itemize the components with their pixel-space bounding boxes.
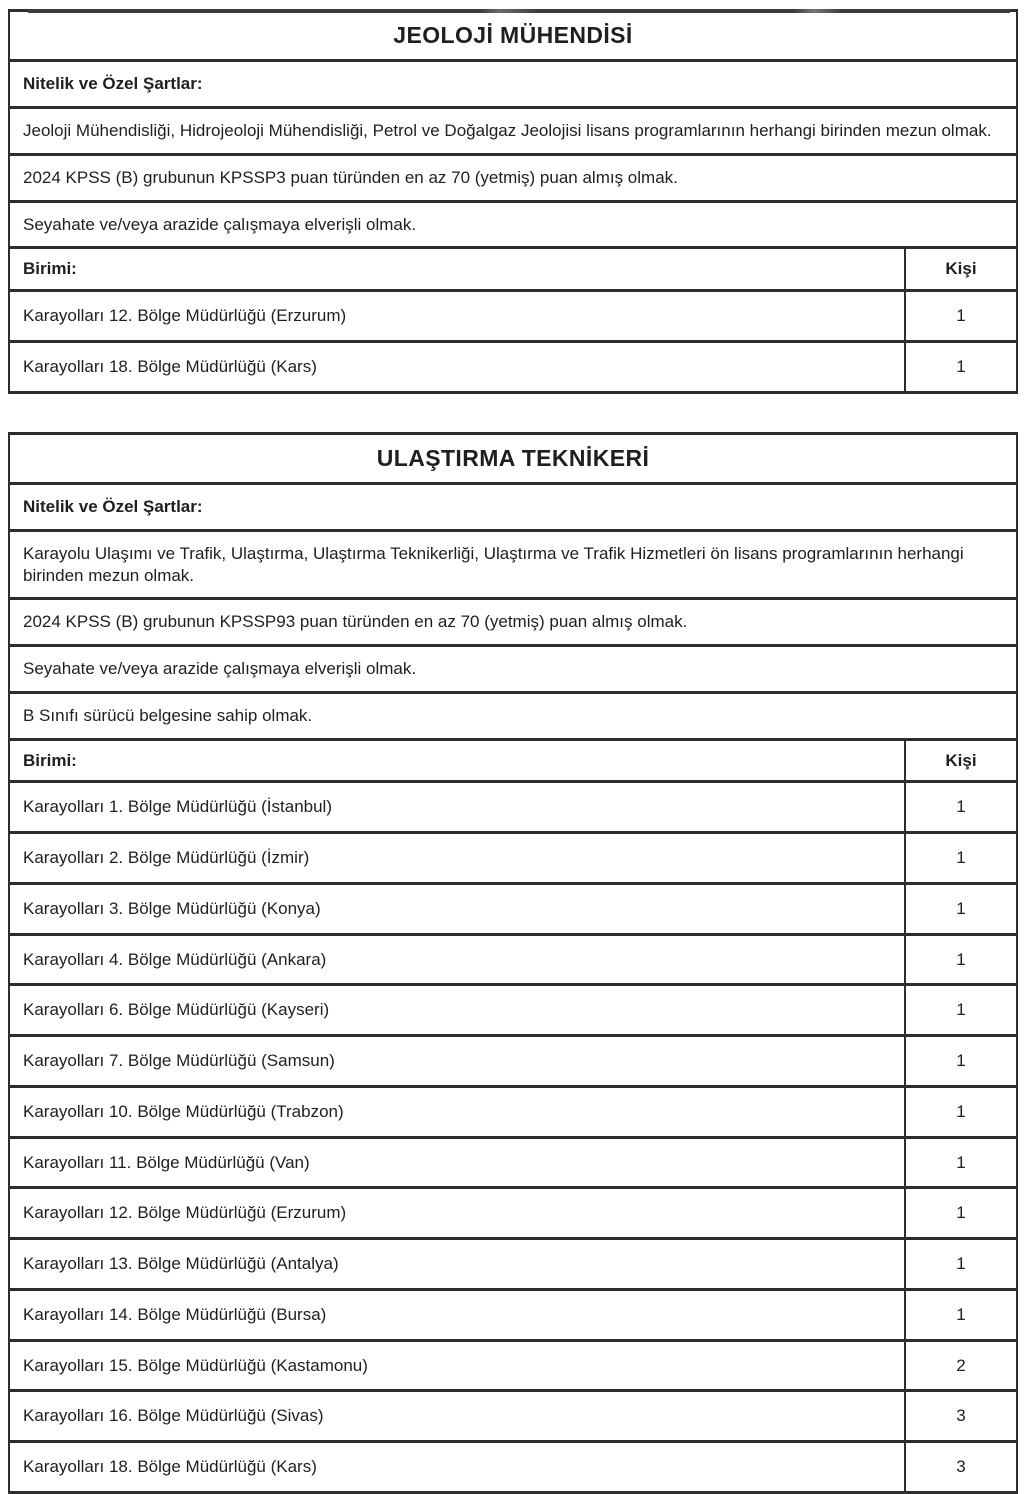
count-column-header: Kişi bbox=[905, 248, 1017, 291]
unit-cell: Karayolları 1. Bölge Müdürlüğü (İstanbul) bbox=[9, 782, 905, 833]
requirements-label: Nitelik ve Özel Şartlar: bbox=[9, 61, 1017, 108]
unit-cell: Karayolları 15. Bölge Müdürlüğü (Kastamonu) bbox=[9, 1340, 905, 1391]
table-row bbox=[9, 1086, 1017, 1137]
requirement-item: B Sınıfı sürücü belgesine sahip olmak. bbox=[9, 692, 1017, 739]
count-cell: 1 bbox=[905, 833, 1017, 884]
requirement-item: Seyahate ve/veya arazide çalışmaya elverişli olmak. bbox=[9, 201, 1017, 248]
unit-cell: Karayolları 11. Bölge Müdürlüğü (Van) bbox=[9, 1137, 905, 1188]
requirement-row bbox=[9, 530, 1017, 599]
section-row bbox=[9, 484, 1017, 531]
requirement-row bbox=[9, 201, 1017, 248]
requirements-label: Nitelik ve Özel Şartlar: bbox=[9, 484, 1017, 531]
unit-cell: Karayolları 12. Bölge Müdürlüğü (Erzurum) bbox=[9, 291, 905, 342]
table-row bbox=[9, 1391, 1017, 1442]
requirement-item: Jeoloji Mühendisliği, Hidrojeoloji Mühendisliği, Petrol ve Doğalgaz Jeolojisi lisans programlarının herhangi birinden mezun olmak. bbox=[9, 108, 1017, 155]
table-row bbox=[9, 934, 1017, 985]
section-row bbox=[9, 61, 1017, 108]
unit-cell: Karayolları 10. Bölge Müdürlüğü (Trabzon) bbox=[9, 1086, 905, 1137]
count-cell: 1 bbox=[905, 985, 1017, 1036]
requirement-item: Seyahate ve/veya arazide çalışmaya elverişli olmak. bbox=[9, 646, 1017, 693]
requirement-row bbox=[9, 154, 1017, 201]
count-column-header: Kişi bbox=[905, 739, 1017, 782]
unit-cell: Karayolları 7. Bölge Müdürlüğü (Samsun) bbox=[9, 1036, 905, 1087]
requirement-item: Karayolu Ulaşımı ve Trafik, Ulaştırma, Ulaştırma Teknikerliği, Ulaştırma ve Trafik Hizmetleri ön lisans programlarının herhangi birinden mezun olmak. bbox=[9, 530, 1017, 599]
table-row bbox=[9, 1442, 1017, 1493]
job-title: JEOLOJİ MÜHENDİSİ bbox=[9, 11, 1017, 61]
count-cell: 3 bbox=[905, 1391, 1017, 1442]
count-cell: 1 bbox=[905, 341, 1017, 392]
count-cell: 1 bbox=[905, 291, 1017, 342]
scan-artifact-line bbox=[28, 9, 1010, 13]
table-row bbox=[9, 1188, 1017, 1239]
unit-cell: Karayolları 16. Bölge Müdürlüğü (Sivas) bbox=[9, 1391, 905, 1442]
count-cell: 2 bbox=[905, 1340, 1017, 1391]
table-row bbox=[9, 341, 1017, 392]
job-table-ulastirma-teknikeri bbox=[8, 432, 1018, 1494]
unit-column-header: Birimi: bbox=[9, 248, 905, 291]
table-row bbox=[9, 1036, 1017, 1087]
table-row bbox=[9, 985, 1017, 1036]
requirement-item: 2024 KPSS (B) grubunun KPSSP3 puan türünden en az 70 (yetmiş) puan almış olmak. bbox=[9, 154, 1017, 201]
table-row bbox=[9, 1239, 1017, 1290]
unit-cell: Karayolları 14. Bölge Müdürlüğü (Bursa) bbox=[9, 1289, 905, 1340]
requirement-item: 2024 KPSS (B) grubunun KPSSP93 puan türünden en az 70 (yetmiş) puan almış olmak. bbox=[9, 599, 1017, 646]
unit-cell: Karayolları 6. Bölge Müdürlüğü (Kayseri) bbox=[9, 985, 905, 1036]
count-cell: 1 bbox=[905, 883, 1017, 934]
title-row bbox=[9, 11, 1017, 61]
unit-cell: Karayolları 2. Bölge Müdürlüğü (İzmir) bbox=[9, 833, 905, 884]
requirement-row bbox=[9, 646, 1017, 693]
column-header-row bbox=[9, 739, 1017, 782]
table-row bbox=[9, 1137, 1017, 1188]
requirement-row bbox=[9, 599, 1017, 646]
title-row bbox=[9, 433, 1017, 483]
unit-cell: Karayolları 18. Bölge Müdürlüğü (Kars) bbox=[9, 341, 905, 392]
unit-cell: Karayolları 18. Bölge Müdürlüğü (Kars) bbox=[9, 1442, 905, 1493]
table-row bbox=[9, 782, 1017, 833]
table-row bbox=[9, 1340, 1017, 1391]
job-table-jeoloji-muhendisi bbox=[8, 9, 1018, 394]
count-cell: 1 bbox=[905, 1036, 1017, 1087]
document-page bbox=[0, 9, 1024, 1477]
count-cell: 3 bbox=[905, 1442, 1017, 1493]
unit-cell: Karayolları 3. Bölge Müdürlüğü (Konya) bbox=[9, 883, 905, 934]
table-row bbox=[9, 1289, 1017, 1340]
unit-cell: Karayolları 4. Bölge Müdürlüğü (Ankara) bbox=[9, 934, 905, 985]
requirement-row bbox=[9, 108, 1017, 155]
count-cell: 1 bbox=[905, 782, 1017, 833]
table-row bbox=[9, 883, 1017, 934]
column-header-row bbox=[9, 248, 1017, 291]
job-title: ULAŞTIRMA TEKNİKERİ bbox=[9, 433, 1017, 483]
table-row bbox=[9, 833, 1017, 884]
count-cell: 1 bbox=[905, 1188, 1017, 1239]
count-cell: 1 bbox=[905, 1137, 1017, 1188]
requirement-row bbox=[9, 692, 1017, 739]
count-cell: 1 bbox=[905, 1086, 1017, 1137]
count-cell: 1 bbox=[905, 1239, 1017, 1290]
count-cell: 1 bbox=[905, 1289, 1017, 1340]
table-row bbox=[9, 291, 1017, 342]
unit-cell: Karayolları 13. Bölge Müdürlüğü (Antalya) bbox=[9, 1239, 905, 1290]
unit-column-header: Birimi: bbox=[9, 739, 905, 782]
count-cell: 1 bbox=[905, 934, 1017, 985]
unit-cell: Karayolları 12. Bölge Müdürlüğü (Erzurum) bbox=[9, 1188, 905, 1239]
